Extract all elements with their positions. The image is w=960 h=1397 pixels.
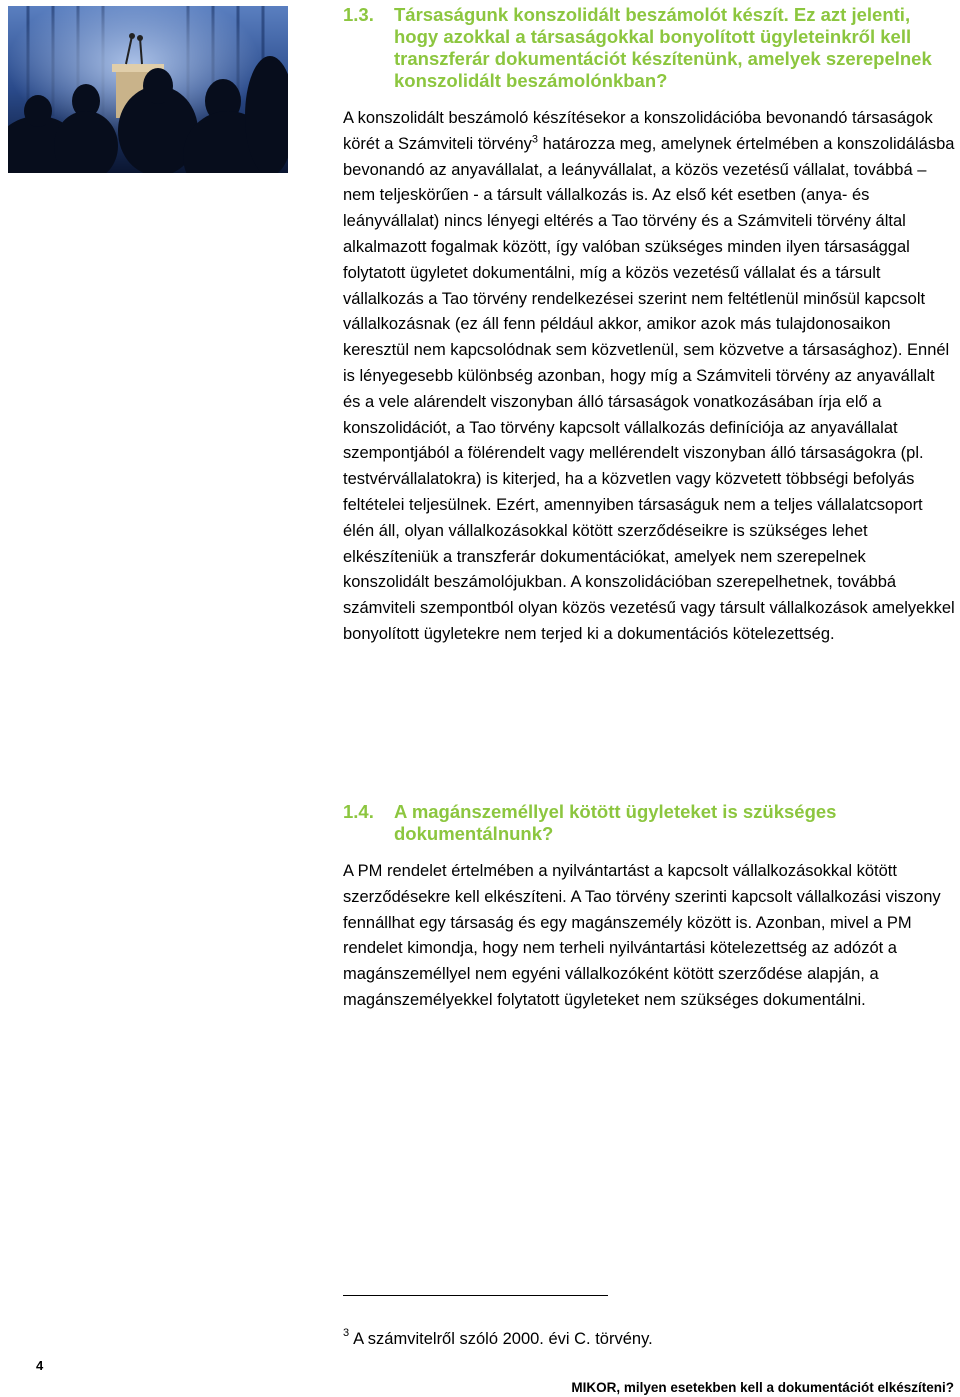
conference-audience-photo-icon bbox=[8, 6, 288, 173]
page-number: 4 bbox=[36, 1358, 44, 1373]
section-1-4-heading bbox=[343, 801, 955, 845]
section-1-3-heading bbox=[343, 4, 955, 92]
section-number: 1.3. bbox=[343, 4, 374, 25]
section-title: Társaságunk konszolidált beszámolót készít. Ez azt jelenti, hogy azokkal a társaságokkal bonyolított ügyleteinkről kell transzferár dokumentációt készítenünk, amelyek szerepelnek konszolidált beszámolónkban? bbox=[394, 4, 932, 91]
paragraph-text-rest: határozza meg, amelynek értelmében a konszolidálásba bevonandó az anyavállalat, a leányvállalat, a közös vezetésű vállalat, továbbá – nem teljeskörűen - a társult vállalkozás is. Az első két esetben (anya- és leányvállalat) nincs lényegi eltérés a Tao törvény és a Számviteli törvény által alkalmazott fogalmak között, így valóban szükséges minden ilyen társasággal folytatott ügyletet dokumentálni, míg a közös vezetésű vállalat és a társult vállalkozás a Tao törvény rendelkezései szerint nem feltétlenül minősül kapcsolt vállalkozásnak (ez áll fenn például akkor, amikor azok más tulajdonosaikon keresztül nem kapcsolódnak sem közvetlenül, sem közvetve a társasághoz). Ennél is lényegesebb különbség azonban, hogy míg a Számviteli törvény az anyavállalt és a vele alárendelt viszonyban álló társaságok vonatkozásában írja elő a konszolidációt, a Tao törvény kapcsolt vállalkozás definíciója az anyavállalat szempontjából a fölérendelt vagy mellérendelt viszonyban álló társaságokra (pl. testvérvállalatokra) is kiterjed, ha a közvetlen vagy közvetett többségi befolyás feltételei teljesülnek. Ezért, amennyiben társaságuk nem a teljes vállalatcsoport élén áll, olyan vállalkozásokkal kötött szerződéseikre is szükséges lehet elkészíteniük a transzferár dokumentációkat, amelyek nem szerepelnek konszolidált beszámolójukban. A konszolidációban szerepelhetnek, továbbá számviteli szempontból olyan közös vezetésű vagy társult vállalkozások amelyekkel bonyolított ügyletekre nem terjed ki a dokumentációs kötelezettség. bbox=[343, 134, 955, 643]
footnote-divider bbox=[343, 1295, 608, 1296]
section-1-3-paragraph bbox=[343, 106, 955, 648]
footnote-reference[interactable]: 3 bbox=[531, 133, 539, 146]
section-title: A magánszeméllyel kötött ügyleteket is szükséges dokumentálnunk? bbox=[394, 801, 837, 844]
footnote-number: 3 bbox=[343, 1326, 350, 1339]
section-1-4-paragraph: A PM rendelet értelmében a nyilvántartást a kapcsolt vállalkozásokkal kötött szerződésekre kell elkészíteni. A Tao törvény szerinti kapcsolt vállalkozási viszony fennállhat egy társaság és egy magánszemély között is. Azonban, mivel a PM rendelet kimondja, hogy nem terheli nyilvántartási kötelezettség az adózót a magánszeméllyel nem egyéni vállalkozóként kötött szerződése alapján, a magánszemélyekkel folytatott ügyleteket nem szükséges dokumentálni. bbox=[343, 862, 941, 1009]
paragraph-text-start: A konszolidált beszámoló készítésekor a konszolidációba bevonandó társaságok körét a Számviteli törvény bbox=[343, 109, 933, 153]
footnote bbox=[343, 1328, 653, 1350]
page-footer: MIKOR, milyen esetekben kell a dokumentációt elkészíteni? bbox=[571, 1380, 954, 1395]
footnote-text: A számvitelről szóló 2000. évi C. törvény. bbox=[353, 1330, 653, 1348]
section-number: 1.4. bbox=[343, 801, 374, 822]
conference-photo bbox=[8, 6, 288, 173]
